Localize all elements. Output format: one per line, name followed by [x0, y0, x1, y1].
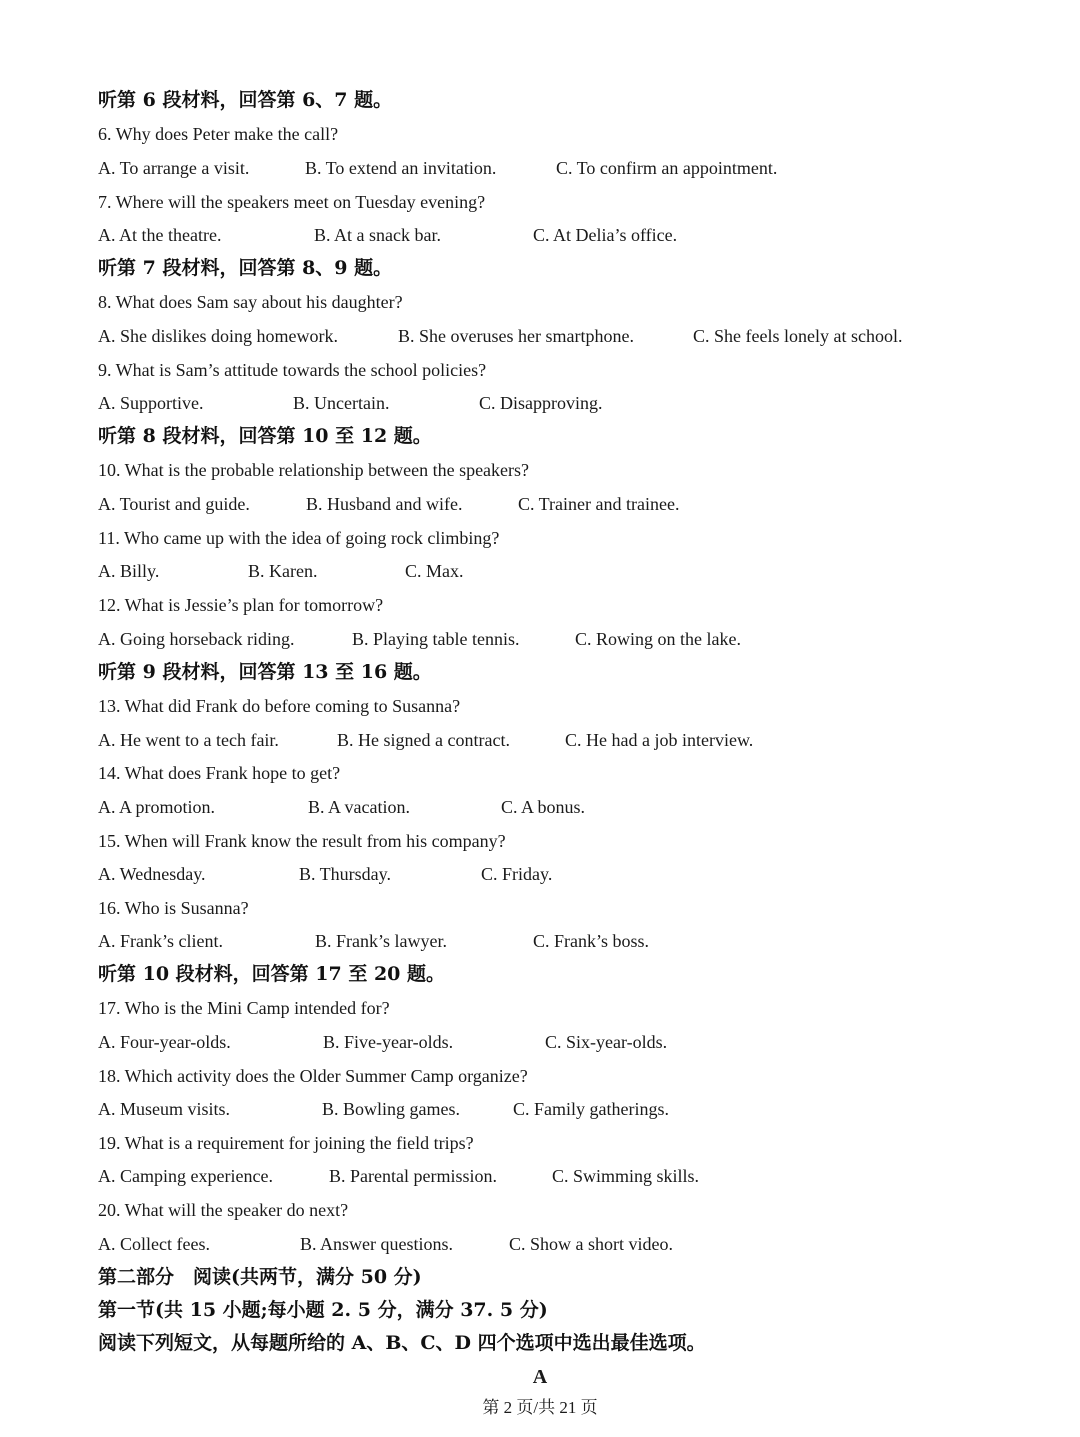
- question-10: 10. What is the probable relationship between the speakers?: [98, 460, 530, 480]
- option-c: C. To confirm an appointment.: [556, 158, 778, 178]
- option-c: C. Rowing on the lake.: [575, 629, 741, 649]
- option-b: B. To extend an invitation.: [305, 158, 497, 178]
- option-a: A. Tourist and guide.: [98, 494, 250, 514]
- option-c: C. Disapproving.: [479, 393, 603, 413]
- question-16: 16. Who is Susanna?: [98, 898, 249, 918]
- option-b: B. Five-year-olds.: [323, 1032, 454, 1052]
- question-14: 14. What does Frank hope to get?: [98, 763, 341, 783]
- option-b: B. Karen.: [248, 561, 318, 581]
- option-b: B. Thursday.: [299, 864, 391, 884]
- option-a: A. At the theatre.: [98, 225, 222, 245]
- question-9: 9. What is Sam’s attitude towards the school policies?: [98, 360, 487, 380]
- option-c: C. She feels lonely at school.: [693, 326, 903, 346]
- reading-instruction: 阅读下列短文，从每题所给的 A、B、C、D 四个选项中选出最佳选项。: [98, 1332, 706, 1354]
- question-18: 18. Which activity does the Older Summer Camp organize?: [98, 1066, 528, 1086]
- option-b: B. Frank’s lawyer.: [315, 931, 447, 951]
- section-heading: 听第 8 段材料，回答第 10 至 12 题。: [98, 425, 432, 447]
- question-17: 17. Who is the Mini Camp intended for?: [98, 998, 390, 1018]
- option-c: C. Six-year-olds.: [545, 1032, 668, 1052]
- option-a: A. Supportive.: [98, 393, 204, 413]
- question-20: 20. What will the speaker do next?: [98, 1200, 349, 1220]
- option-a: A. He went to a tech fair.: [98, 730, 279, 750]
- section-heading: 听第 6 段材料，回答第 6、7 题。: [98, 89, 393, 111]
- question-8: 8. What does Sam say about his daughter?: [98, 292, 403, 312]
- option-c: C. Friday.: [481, 864, 553, 884]
- option-b: B. Uncertain.: [293, 393, 390, 413]
- question-19: 19. What is a requirement for joining the field trips?: [98, 1133, 474, 1153]
- option-b: B. Husband and wife.: [306, 494, 463, 514]
- option-b: B. Parental permission.: [329, 1166, 497, 1186]
- question-6: 6. Why does Peter make the call?: [98, 124, 339, 144]
- option-c: C. At Delia’s office.: [533, 225, 678, 245]
- passage-letter: A: [532, 1366, 548, 1388]
- option-b: B. At a snack bar.: [314, 225, 441, 245]
- option-a: A. A promotion.: [98, 797, 216, 817]
- option-a: A. Wednesday.: [98, 864, 206, 884]
- question-11: 11. Who came up with the idea of going rock climbing?: [98, 528, 500, 548]
- option-a: A. Museum visits.: [98, 1099, 231, 1119]
- section-heading: 听第 9 段材料，回答第 13 至 16 题。: [98, 661, 432, 683]
- option-c: C. Family gatherings.: [513, 1099, 669, 1119]
- section-one-title: 第一节(共 15 小题;每小题 2. 5 分，满分 37. 5 分): [98, 1299, 548, 1321]
- option-a: A. Four-year-olds.: [98, 1032, 231, 1052]
- option-c: C. He had a job interview.: [565, 730, 754, 750]
- option-a: A. She dislikes doing homework.: [98, 326, 338, 346]
- option-b: B. A vacation.: [308, 797, 410, 817]
- option-a: A. To arrange a visit.: [98, 158, 250, 178]
- question-15: 15. When will Frank know the result from his company?: [98, 831, 506, 851]
- option-c: C. Frank’s boss.: [533, 931, 650, 951]
- question-7: 7. Where will the speakers meet on Tuesday evening?: [98, 192, 486, 212]
- option-c: C. Max.: [405, 561, 464, 581]
- option-a: A. Collect fees.: [98, 1234, 210, 1254]
- section-heading: 听第 10 段材料，回答第 17 至 20 题。: [98, 963, 446, 985]
- option-c: C. Swimming skills.: [552, 1166, 700, 1186]
- option-b: B. Playing table tennis.: [352, 629, 520, 649]
- option-c: C. Trainer and trainee.: [518, 494, 680, 514]
- section-heading: 听第 7 段材料，回答第 8、9 题。: [98, 257, 393, 279]
- question-12: 12. What is Jessie’s plan for tomorrow?: [98, 595, 384, 615]
- option-a: A. Billy.: [98, 561, 160, 581]
- option-b: B. Answer questions.: [300, 1234, 453, 1254]
- part-two-title: 第二部分 阅读(共两节，满分 50 分): [98, 1266, 422, 1288]
- option-b: B. She overuses her smartphone.: [398, 326, 634, 346]
- question-13: 13. What did Frank do before coming to Susanna?: [98, 696, 461, 716]
- option-b: B. He signed a contract.: [337, 730, 510, 750]
- option-c: C. Show a short video.: [509, 1234, 673, 1254]
- page-number: 第 2 页/共 21 页: [482, 1398, 598, 1417]
- option-a: A. Going horseback riding.: [98, 629, 295, 649]
- option-a: A. Camping experience.: [98, 1166, 273, 1186]
- option-a: A. Frank’s client.: [98, 931, 223, 951]
- option-c: C. A bonus.: [501, 797, 586, 817]
- option-b: B. Bowling games.: [322, 1099, 460, 1119]
